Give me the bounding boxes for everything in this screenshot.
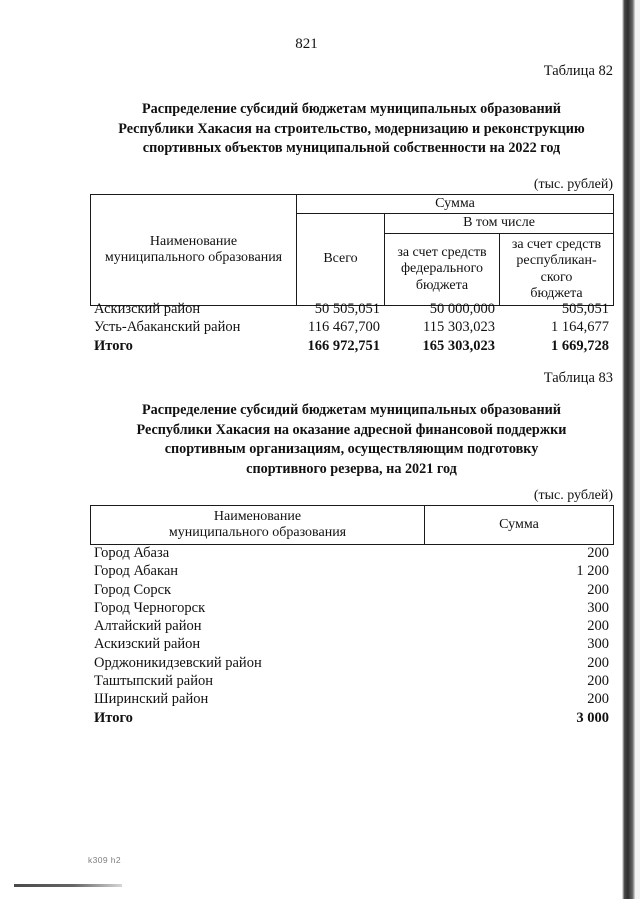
table-row [90, 635, 613, 653]
row-summa: 300 [587, 599, 609, 616]
row-federal: 50 000,000 [429, 301, 495, 317]
table-row [90, 654, 613, 672]
table-83-header-row [91, 506, 614, 545]
table-83-header-grid [90, 505, 614, 545]
table-82-title-line-3: спортивных объектов муниципальной собственности на 2022 год [142, 140, 561, 156]
table-82-title-line-2: Республики Хакасия на строительство, модернизацию и реконструкцию [118, 120, 585, 137]
row-name: Алтайский район [94, 618, 202, 635]
table-83-body [90, 544, 613, 727]
table-82-header-republic-line-3: ского [540, 269, 573, 285]
table-82-title [90, 100, 613, 159]
table-83-rows [90, 544, 613, 727]
row-name: Орджоникидзевский район [94, 654, 262, 671]
table-82-header-federal [385, 234, 500, 306]
table-row [90, 690, 613, 708]
row-total: 50 505,051 [314, 301, 380, 317]
row-republic: 1 669,728 [551, 337, 609, 354]
table-82-header-republic-line-2: республикан- [516, 253, 597, 268]
table-82-header-federal-line-2: федерального [400, 261, 484, 277]
row-name: Город Черногорск [94, 599, 206, 616]
table-row [90, 318, 613, 336]
row-name: Город Сорск [94, 581, 172, 598]
row-summa: 1 200 [576, 563, 609, 580]
row-summa: 200 [587, 581, 609, 598]
row-summa: 200 [587, 618, 609, 635]
table-83-label: Таблица 83 [543, 370, 613, 386]
row-summa: 300 [587, 636, 609, 653]
row-name: Аскизский район [94, 636, 201, 653]
row-summa: 200 [587, 673, 609, 690]
table-83-title-line-1: Распределение субсидий бюджетам муниципальных образований [142, 402, 561, 418]
row-name: Усть-Абаканский район [94, 319, 241, 336]
table-row [90, 617, 613, 635]
row-summa: 200 [587, 654, 609, 671]
row-name: Город Абаза [94, 545, 170, 561]
row-federal: 165 303,023 [422, 337, 495, 354]
table-82-header-vsego: Всего [297, 214, 385, 306]
table-82-header-federal-line-3: бюджета [415, 277, 469, 293]
table-row [90, 709, 613, 727]
table-83-header-name [91, 506, 425, 545]
table-83-header-summa: Сумма [425, 506, 614, 545]
table-row [90, 300, 613, 318]
table-83-title-line-2: Республики Хакасия на оказание адресной финансовой поддержки [136, 421, 567, 438]
table-82-units: (тыс. рублей) [533, 177, 613, 192]
row-name: Город Абакан [94, 563, 179, 580]
table-82-header-republic-line-1: за счет средств [511, 236, 602, 252]
table-82-header-row-1 [91, 195, 614, 214]
row-name: Таштыпский район [94, 673, 214, 690]
table-row [90, 672, 613, 690]
table-82-rows [90, 300, 613, 355]
row-name: Итого [94, 709, 133, 726]
table-82-header-name [91, 195, 297, 306]
table-83-title-line-3: спортивным организациям, осуществляющим подготовку [164, 441, 539, 457]
table-82-header-federal-line-1: за счет средств [397, 244, 487, 260]
table-row [90, 599, 613, 617]
table-82-title-line-1: Распределение субсидий бюджетам муниципальных образований [142, 101, 561, 117]
row-summa: 200 [587, 691, 609, 708]
table-83-header-name-line-2: муниципального образования [168, 525, 347, 540]
table-82-header-summa: Сумма [297, 195, 614, 214]
row-summa: 3 000 [576, 709, 609, 726]
row-name: Итого [94, 337, 133, 354]
table-82-header-v-tom-chisle: В том числе [385, 214, 614, 234]
row-total: 116 467,700 [308, 319, 380, 336]
row-name: Ширинский район [94, 691, 209, 708]
row-federal: 115 303,023 [423, 319, 495, 336]
footer-code: k309 h2 [88, 855, 122, 865]
table-row [90, 581, 613, 599]
table-82-label: Таблица 82 [543, 63, 613, 79]
scan-edge-artifact-right [622, 0, 635, 899]
table-83-title [90, 401, 613, 479]
row-summa: 200 [587, 545, 609, 561]
table-83-title-line-4: спортивного резерва, на 2021 год [246, 460, 457, 477]
table-row [90, 337, 613, 355]
row-name: Аскизский район [94, 301, 201, 317]
table-82-header-grid [90, 194, 614, 306]
row-republic: 1 164,677 [551, 319, 609, 336]
table-83-units: (тыс. рублей) [533, 488, 613, 503]
table-82-header-name-line-2: муниципального образования [104, 250, 283, 265]
page-number: 821 [295, 36, 318, 52]
table-row [90, 544, 613, 562]
scan-edge-artifact-right-outer [635, 0, 640, 899]
scan-edge-artifact-bottom [14, 884, 122, 887]
row-total: 166 972,751 [307, 337, 380, 354]
row-republic: 505,051 [561, 301, 609, 317]
table-83-header-name-line-1: Наименование [213, 508, 302, 524]
table-82-body [90, 300, 613, 355]
table-82-header-name-line-1: Наименование [149, 233, 238, 249]
table-82-header-republic-line-4: бюджета [530, 286, 583, 301]
table-82-header-republic [500, 234, 614, 306]
table-row [90, 562, 613, 580]
